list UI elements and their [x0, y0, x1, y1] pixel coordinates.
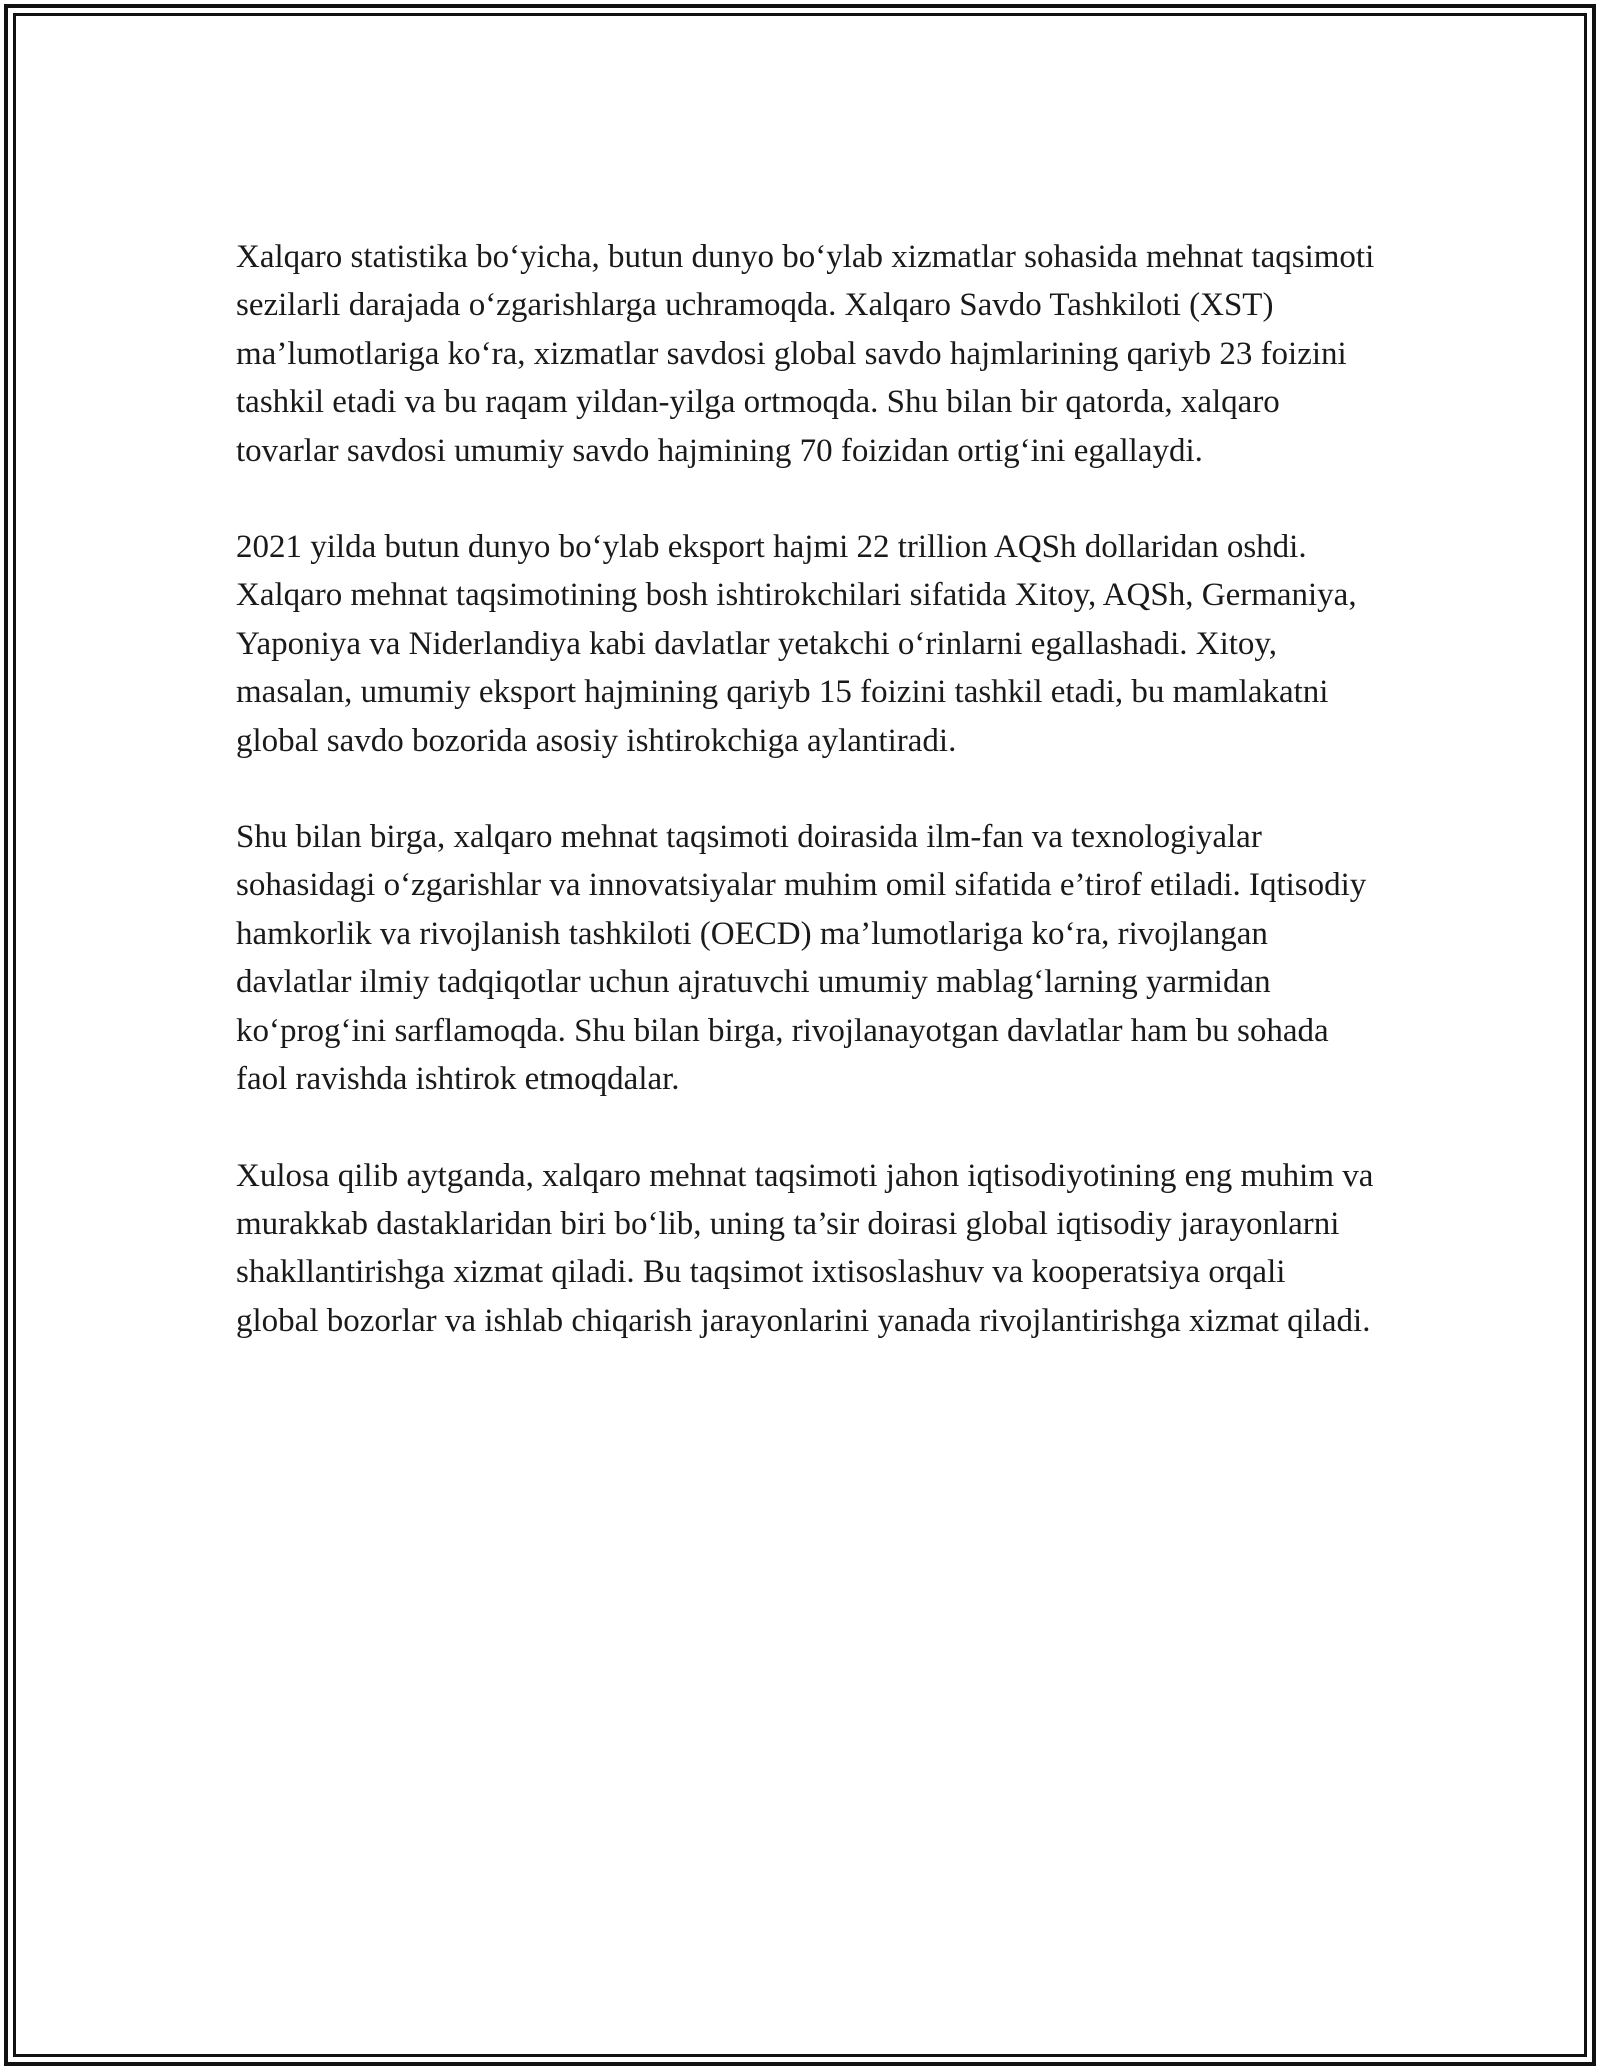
paragraph-1: Xalqaro statistika bo‘yicha, butun dunyo bo‘ylab xizmatlar sohasida mehnat taqsimoti sezilarli darajada o‘zgarishlarga uchramoqda. Xalqaro Savdo Tashkiloti (XST) ma’lumotlariga ko‘ra, xizmatlar savdosi global savdo hajmlarining qariyb 23 foizini tashkil etadi va bu raqam yildan-yilga ortmoqda. Shu bilan bir qatorda, xalqaro tovarlar savdosi umumiy savdo hajmining 70 foizidan ortig‘ini egallaydi. [236, 239, 1375, 469]
document-body [236, 233, 1376, 1393]
paragraph-2: 2021 yilda butun dunyo bo‘ylab eksport hajmi 22 trillion AQSh dollaridan oshdi. Xalqaro mehnat taqsimotining bosh ishtirokchilari sifatida Xitoy, AQSh, Germaniya, Yaponiya va Niderlandiya kabi davlatlar yetakchi o‘rinlarni egallashadi. Xitoy, masalan, umumiy eksport hajmining qariyb 15 foizini tashkil etadi, bu mamlakatni global savdo bozorida asosiy ishtirokchiga aylantiradi. [236, 529, 1357, 759]
paragraph-4: Xulosa qilib aytganda, xalqaro mehnat taqsimoti jahon iqtisodiyotining eng muhim va murakkab dastaklaridan biri bo‘lib, uning ta’sir doirasi global iqtisodiy jarayonlarni shakllantirishga xizmat qiladi. Bu taqsimot ixtisoslashuv va kooperatsiya orqali global bozorlar va ishlab chiqarish jarayonlarini yanada rivojlantirishga xizmat qiladi. [236, 1157, 1374, 1339]
paragraph-3: Shu bilan birga, xalqaro mehnat taqsimoti doirasida ilm-fan va texnologiyalar sohasidagi o‘zgarishlar va innovatsiyalar muhim omil sifatida e’tirof etiladi. Iqtisodiy hamkorlik va rivojlanish tashkiloti (OECD) ma’lumotlariga ko‘ra, rivojlangan davlatlar ilmiy tadqiqotlar uchun ajratuvchi umumiy mablag‘larning yarmidan ko‘prog‘ini sarflamoqda. Shu bilan birga, rivojlanayotgan davlatlar ham bu sohada faol ravishda ishtirok etmoqdalar. [236, 819, 1367, 1098]
